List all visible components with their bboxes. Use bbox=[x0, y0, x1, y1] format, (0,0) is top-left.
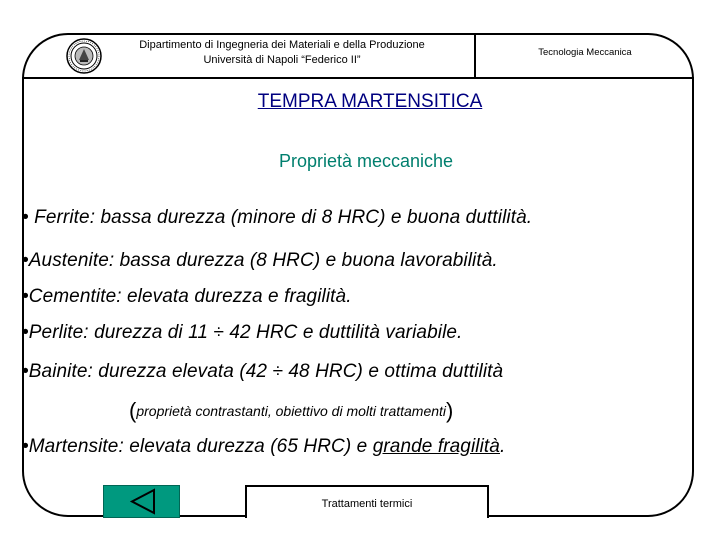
back-button[interactable] bbox=[103, 485, 180, 518]
course-name: Tecnologia Meccanica bbox=[538, 47, 632, 58]
slide-subtitle: Proprietà meccaniche bbox=[278, 151, 454, 171]
bullet-bainite: •Bainite: durezza elevata (42 ÷ 48 HRC) e ottima duttilità bbox=[22, 361, 504, 382]
bullet-ferrite: • Ferrite: bassa durezza (minore di 8 HRC) e buona duttilità. bbox=[22, 207, 533, 228]
martensite-period: . bbox=[499, 436, 506, 457]
triangle-left-icon bbox=[104, 486, 179, 517]
martensite-text: •Martensite: elevata durezza (65 HRC) e bbox=[22, 436, 373, 457]
bainite-note bbox=[129, 398, 453, 424]
bullet-austenite: •Austenite: bassa durezza (8 HRC) e buona lavorabilità. bbox=[22, 250, 498, 271]
bullet-cementite: •Cementite: elevata durezza e fragilità. bbox=[22, 286, 352, 307]
header-divider-line bbox=[22, 77, 694, 79]
note-open-paren: ( bbox=[129, 398, 137, 423]
bullet-perlite: •Perlite: durezza di 11 ÷ 42 HRC e duttilità variabile. bbox=[22, 322, 463, 343]
department-line1: Dipartimento di Ingegneria dei Materiali e della Produzione bbox=[139, 39, 425, 51]
university-seal-icon bbox=[66, 38, 102, 74]
department-line2: Università di Napoli “Federico II” bbox=[203, 54, 361, 66]
note-close-paren: ) bbox=[446, 398, 454, 423]
department-heading bbox=[110, 38, 454, 68]
martensite-emphasis: grande fragilità bbox=[372, 436, 500, 457]
footer-label bbox=[245, 485, 489, 518]
note-text: proprietà contrastanti, obiettivo di molti trattamenti bbox=[136, 403, 447, 419]
footer-label-text: Trattamenti termici bbox=[321, 498, 413, 510]
slide-title: TEMPRA MARTENSITICA bbox=[257, 91, 483, 112]
bullet-martensite bbox=[22, 436, 505, 458]
